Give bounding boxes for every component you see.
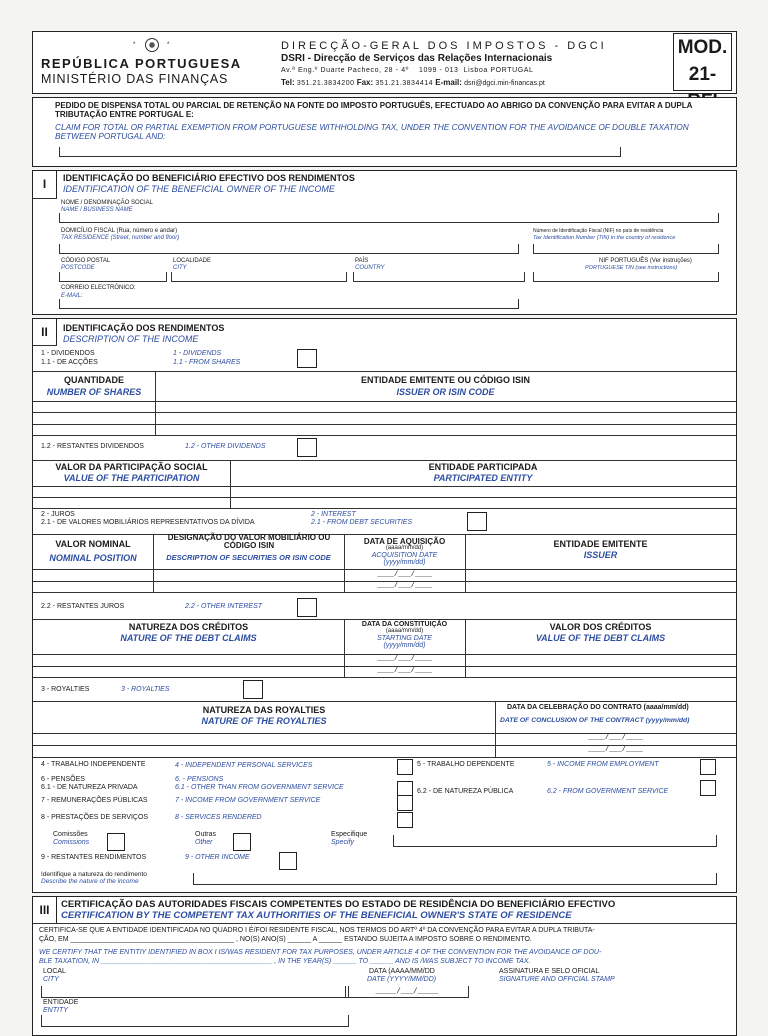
dividends-label: 1 - DIVIDENDOS [41, 350, 95, 357]
independent-services-label-en: 4 - INDEPENDENT PERSONAL SERVICES [175, 762, 313, 769]
form-code-box [673, 33, 732, 91]
debt-securities-label: 2.1 - DE VALORES MOBILIÁRIOS REPRESENTATIVOS DA DÍVIDA [41, 519, 255, 526]
other-dividends-label: 1.2 - RESTANTES DIVIDENDOS [41, 443, 144, 450]
address-label-en: TAX RESIDENCE (Street, number and floor) [61, 235, 180, 241]
star-left: * [133, 42, 136, 48]
acquisition-date-field-1[interactable]: ____/___/____ [377, 571, 432, 579]
income-nature-label-en: Describe the nature of the income [41, 878, 139, 885]
country-label-en: COUNTRY [355, 265, 385, 271]
address-field[interactable] [59, 244, 519, 254]
acquisition-date-header: DATA DE AQUISIÇÃO [363, 537, 446, 546]
debt-value-header: VALOR DOS CRÉDITOS [549, 622, 652, 632]
independent-services-checkbox[interactable] [397, 759, 413, 775]
certification-text-pt-1: CERTIFICA-SE QUE A ENTIDADE IDENTIFICADA NO QUADRO I É/FOI RESIDENTE FISCAL, NOS TERMOS DO ARTº 4º DA CONVENÇÃO PARA EVITAR A DUPLA TRIBUTA- [39, 927, 595, 934]
debt-value-header-en: VALUE OF THE DEBT CLAIMS [535, 633, 666, 643]
country-label: PAÍS [355, 258, 369, 264]
issuer-header-en: ISSUER [583, 550, 618, 560]
intro-box [32, 97, 737, 167]
contract-date-header: DATA DA CELEBRAÇÃO DO CONTRATO (aaaa/mm/dd) [507, 704, 689, 711]
postcode-field[interactable] [59, 272, 167, 282]
ministry-name: MINISTÉRIO DAS FINANÇAS [41, 72, 229, 86]
tin-label-en: Tax Identification Number (TIN) in the country of residence [533, 235, 676, 241]
portuguese-nif-field[interactable] [533, 272, 719, 282]
section-2-box [32, 318, 737, 893]
star-right: * [167, 42, 170, 48]
section-1-box [32, 170, 737, 315]
royalties-checkbox[interactable] [243, 680, 263, 699]
email-field[interactable] [59, 299, 519, 309]
interest-label-en: 2 - INTEREST [311, 511, 356, 518]
contract-date-field-1[interactable]: ____/___/____ [588, 734, 643, 742]
entity-label: ENTIDADE [43, 999, 79, 1006]
section-2-title-en: DESCRIPTION OF THE INCOME [63, 334, 199, 344]
dgci-name: DIRECÇÃO-GERAL DOS IMPOSTOS - DGCI [281, 40, 607, 52]
contract-date-header-en: DATE OF CONCLUSION OF THE CONTRACT (yyyy/mm/dd) [500, 717, 690, 724]
entity-label-en: ENTITY [43, 1007, 68, 1014]
other-dividends-checkbox[interactable] [297, 438, 317, 457]
local-label: LOCAL [43, 968, 66, 975]
participated-entity-header-en: PARTICIPATED ENTITY [433, 473, 533, 483]
nominal-value-header-en: NOMINAL POSITION [49, 553, 137, 563]
signature-label: ASSINATURA E SELO OFICIAL [499, 968, 600, 975]
starting-date-format: (aaaa/mm/dd) [385, 628, 424, 634]
name-label-en: NAME / BUSINESS NAME [61, 207, 133, 213]
city-field[interactable] [171, 272, 347, 282]
name-field[interactable] [59, 213, 719, 223]
section-3-box [32, 896, 737, 1036]
debt-securities-label-en: 2.1 - FROM DEBT SECURITIES [311, 519, 413, 526]
royalties-nature-header-en: NATURE OF THE ROYALTIES [201, 716, 327, 726]
issuer-isin-header: ENTIDADE EMITENTE OU CÓDIGO ISIN [360, 375, 530, 385]
email-label-en: E-MAIL: [61, 293, 83, 299]
section-3-title-en: CERTIFICATION BY THE COMPETENT TAX AUTHORITIES OF THE BENEFICIAL OWNER'S STATE OF RESIDENCE [61, 910, 572, 921]
participation-value-header-en: VALUE OF THE PARTICIPATION [63, 473, 200, 483]
city-label: LOCALIDADE [173, 258, 212, 264]
section-1-title-pt: IDENTIFICAÇÃO DO BENEFICIÁRIO EFECTIVO DOS RENDIMENTOS [63, 173, 355, 183]
other-income-label: 9 - RESTANTES RENDIMENTOS [41, 854, 147, 861]
commissions-label: Comissões [53, 831, 88, 838]
other-income-label-en: 9 - OTHER INCOME [185, 854, 250, 861]
commissions-label-en: Comissions [53, 839, 90, 846]
public-pensions-label-en: 6.2 - FROM GOVERNMENT SERVICE [547, 788, 669, 795]
other-services-label-en: Other [195, 839, 213, 846]
royalties-nature-header: NATUREZA DAS ROYALTIES [202, 705, 326, 715]
acquisition-date-header-en: ACQUISITION DATE [371, 552, 438, 559]
email-label: CORREIO ELECTRÓNICO: [61, 285, 136, 291]
services-checkbox[interactable] [397, 812, 413, 828]
public-pensions-checkbox[interactable] [700, 780, 716, 796]
republic-name: REPÚBLICA PORTUGUESA [41, 56, 242, 71]
signature-label-en: SIGNATURE AND OFFICIAL STAMP [499, 976, 615, 983]
issuer-header: ENTIDADE EMITENTE [553, 539, 648, 549]
coat-of-arms-icon [145, 38, 159, 52]
services-label: 8 - PRESTAÇÕES DE SERVIÇOS [41, 814, 149, 821]
security-description-header-en: DESCRIPTION OF SECURITIES OR ISIN CODE [166, 553, 331, 562]
public-pensions-label: 6.2 - DE NATUREZA PÚBLICA [417, 788, 514, 795]
private-pensions-label: 6.1 - DE NATUREZA PRIVADA [41, 784, 138, 791]
section-1-number: I [33, 171, 57, 198]
local-label-en: CITY [43, 976, 59, 983]
intro-text-en: CLAIM FOR TOTAL OR PARTIAL EXEMPTION FROM PORTUGUESE WITHHOLDING TAX, UNDER THE CONVENTION FOR THE AVOIDANCE OF DOUBLE TAXATION BETWEEN PORTUGAL AND: [55, 122, 689, 141]
acquisition-date-format-en: (yyyy/mm/dd) [383, 559, 426, 566]
services-label-en: 8 - SERVICES RENDERED [175, 814, 262, 821]
private-pensions-label-en: 6.1 - OTHER THAN FROM GOVERNMENT SERVICE [175, 784, 344, 791]
acquisition-date-format: (aaaa/mm/dd) [385, 545, 424, 551]
pensions-label-en: 6. - PENSIONS [175, 776, 224, 783]
tin-label: Número de Identificação Fiscal (NIF) no país de residência [533, 228, 664, 234]
starting-date-header-en: STARTING DATE [377, 635, 432, 642]
starting-date-header: DATA DA CONSTITUIÇÃO [361, 621, 448, 628]
government-income-label-en: 7 - INCOME FROM GOVERNMENT SERVICE [175, 797, 321, 804]
contract-date-field-2[interactable]: ____/___/____ [588, 746, 643, 754]
country-field[interactable] [353, 272, 525, 282]
quantity-header: QUANTIDADE [64, 375, 124, 385]
section-3-number: III [33, 897, 57, 923]
commissions-checkbox[interactable] [107, 833, 125, 851]
dsri-name: DSRI - Direcção de Serviços das Relações Internacionais [281, 53, 553, 64]
other-services-label: Outras [195, 831, 217, 838]
treaty-country-field[interactable] [59, 147, 621, 157]
issuer-isin-header-en: ISSUER OR ISIN CODE [396, 387, 495, 397]
section-3-title-pt: CERTIFICAÇÃO DAS AUTORIDADES FISCAIS COMPETENTES DO ESTADO DE RESIDÊNCIA DO BENEFICIÁRIO EFECTIVO [61, 899, 616, 910]
certification-text-en-1: WE CERTIFY THAT THE ENTITIY IDENTIFIED IN BOX I IS/WAS RESIDENT FOR TAX PURPOSES, UNDER ARTICLE 4 OF THE CONVENTION FOR THE AVOIDANCE OF DOU- [39, 949, 602, 956]
address: Av.ª Eng.º Duarte Pacheco, 28 - 4º 1099 - 013 Lisboa PORTUGAL [281, 67, 534, 74]
name-label: NOME / DENOMINAÇÃO SOCIAL [61, 200, 154, 206]
other-interest-checkbox[interactable] [297, 598, 317, 617]
royalties-label: 3 - ROYALTIES [41, 686, 90, 693]
local-field[interactable] [41, 986, 349, 998]
pensions-label: 6 - PENSÕES [41, 776, 85, 783]
quantity-header-en: NUMBER OF SHARES [46, 387, 142, 397]
section-2-title-pt: IDENTIFICAÇÃO DOS RENDIMENTOS [63, 323, 225, 333]
address-label: DOMICÍLIO FISCAL (Rua, número e andar) [61, 228, 178, 234]
income-nature-field[interactable] [193, 873, 717, 885]
debt-nature-header: NATUREZA DOS CRÉDITOS [128, 622, 249, 632]
participation-value-header: VALOR DA PARTICIPAÇÃO SOCIAL [55, 462, 208, 472]
shares-checkbox[interactable] [297, 349, 317, 368]
starting-date-field-1[interactable]: ____/___/____ [377, 655, 432, 663]
other-interest-label-en: 2.2 - OTHER INTEREST [185, 603, 263, 610]
form-code: 21- [688, 64, 717, 85]
debt-nature-header-en: NATURE OF THE DEBT CLAIMS [120, 633, 257, 643]
postcode-label: CÓDIGO POSTAL [61, 258, 111, 264]
employment-checkbox[interactable] [700, 759, 716, 775]
nif-label-en: PORTUGUESE TIN (see instructions) [585, 265, 678, 271]
contacts: Tel: 351.21.3834200 Fax: 351.21.3834414 E-mail: dsri@dgci.min-financas.pt [281, 78, 545, 87]
section-1-title-en: IDENTIFICATION OF THE BENEFICIAL OWNER OF THE INCOME [63, 184, 335, 194]
shares-label-en: 1.1 - FROM SHARES [173, 359, 241, 366]
income-nature-label: Identifique a natureza do rendimento [41, 871, 147, 878]
government-income-label: 7 - REMUNERAÇÕES PÚBLICAS [41, 797, 148, 804]
starting-date-field-2[interactable]: ____/___/____ [377, 667, 432, 675]
nif-label: NIF PORTUGUÊS (Ver instruções) [599, 258, 692, 264]
entity-field[interactable] [41, 1015, 349, 1027]
acquisition-date-field-2[interactable]: ____/___/____ [377, 582, 432, 590]
certification-text-en-2: BLE TAXATION, IN ____________________________________________ , IN THE YEAR(S) ______ TO ______ AND IS /WAS SUBJECT TO INCOME TAX. [39, 958, 531, 965]
government-income-checkbox[interactable] [397, 795, 413, 811]
header-box [32, 31, 737, 94]
specify-field[interactable] [393, 835, 717, 847]
intro-text-pt: PEDIDO DE DISPENSA TOTAL OU PARCIAL DE RETENÇÃO NA FONTE DO IMPOSTO PORTUGUÊS, EFECTUADO AO ABRIGO DA CONVENÇÃO PARA EVITAR A DUPLA TRIBUTAÇÃO ENTRE PORTUGAL E: [55, 101, 693, 119]
debt-securities-checkbox[interactable] [467, 512, 487, 531]
section-2-number: II [33, 319, 57, 345]
other-income-checkbox[interactable] [279, 852, 297, 870]
other-dividends-label-en: 1.2 - OTHER DIVIDENDS [185, 443, 266, 450]
cert-date-label-en: DATE (YYYY/MM/DD) [367, 976, 437, 983]
cert-date-blank[interactable]: _____/___/_____ [375, 988, 439, 996]
security-description-header: DESIGNAÇÃO DO VALOR MOBILIÁRIO OU CÓDIGO ISIN [167, 533, 331, 550]
starting-date-format-en: (yyyy/mm/dd) [383, 642, 426, 649]
participated-entity-header: ENTIDADE PARTICIPADA [428, 462, 538, 472]
employment-label: 5 - TRABALHO DEPENDENTE [417, 761, 515, 768]
certification-text-pt-2: ÇÃO, EM __________________________________________ , NO(S) ANO(S) ______ A ______ ESTANDO SUJEITA A IMPOSTO SOBRE O RENDIMENTO. [39, 936, 532, 943]
foreign-tin-field[interactable] [533, 244, 719, 254]
dividends-label-en: 1 - DIVIDENDS [173, 350, 222, 357]
interest-label: 2 - JUROS [41, 511, 75, 518]
employment-label-en: 5 - INCOME FROM EMPLOYMENT [547, 761, 659, 768]
other-interest-label: 2.2 - RESTANTES JUROS [41, 603, 125, 610]
form-mod: MOD. [677, 37, 728, 58]
independent-services-label: 4 - TRABALHO INDEPENDENTE [41, 761, 146, 768]
royalties-label-en: 3 - ROYALTIES [121, 686, 170, 693]
city-label-en: CITY [173, 265, 187, 271]
specify-label: Especifique [331, 831, 368, 838]
cert-date-label: DATA (AAAA/MM/DD [369, 968, 435, 975]
nominal-value-header: VALOR NOMINAL [55, 539, 131, 549]
postcode-label-en: POSTCODE [61, 265, 95, 271]
specify-label-en: Specify [331, 839, 354, 846]
other-services-checkbox[interactable] [233, 833, 251, 851]
shares-label: 1.1 - DE ACÇÕES [41, 359, 98, 366]
